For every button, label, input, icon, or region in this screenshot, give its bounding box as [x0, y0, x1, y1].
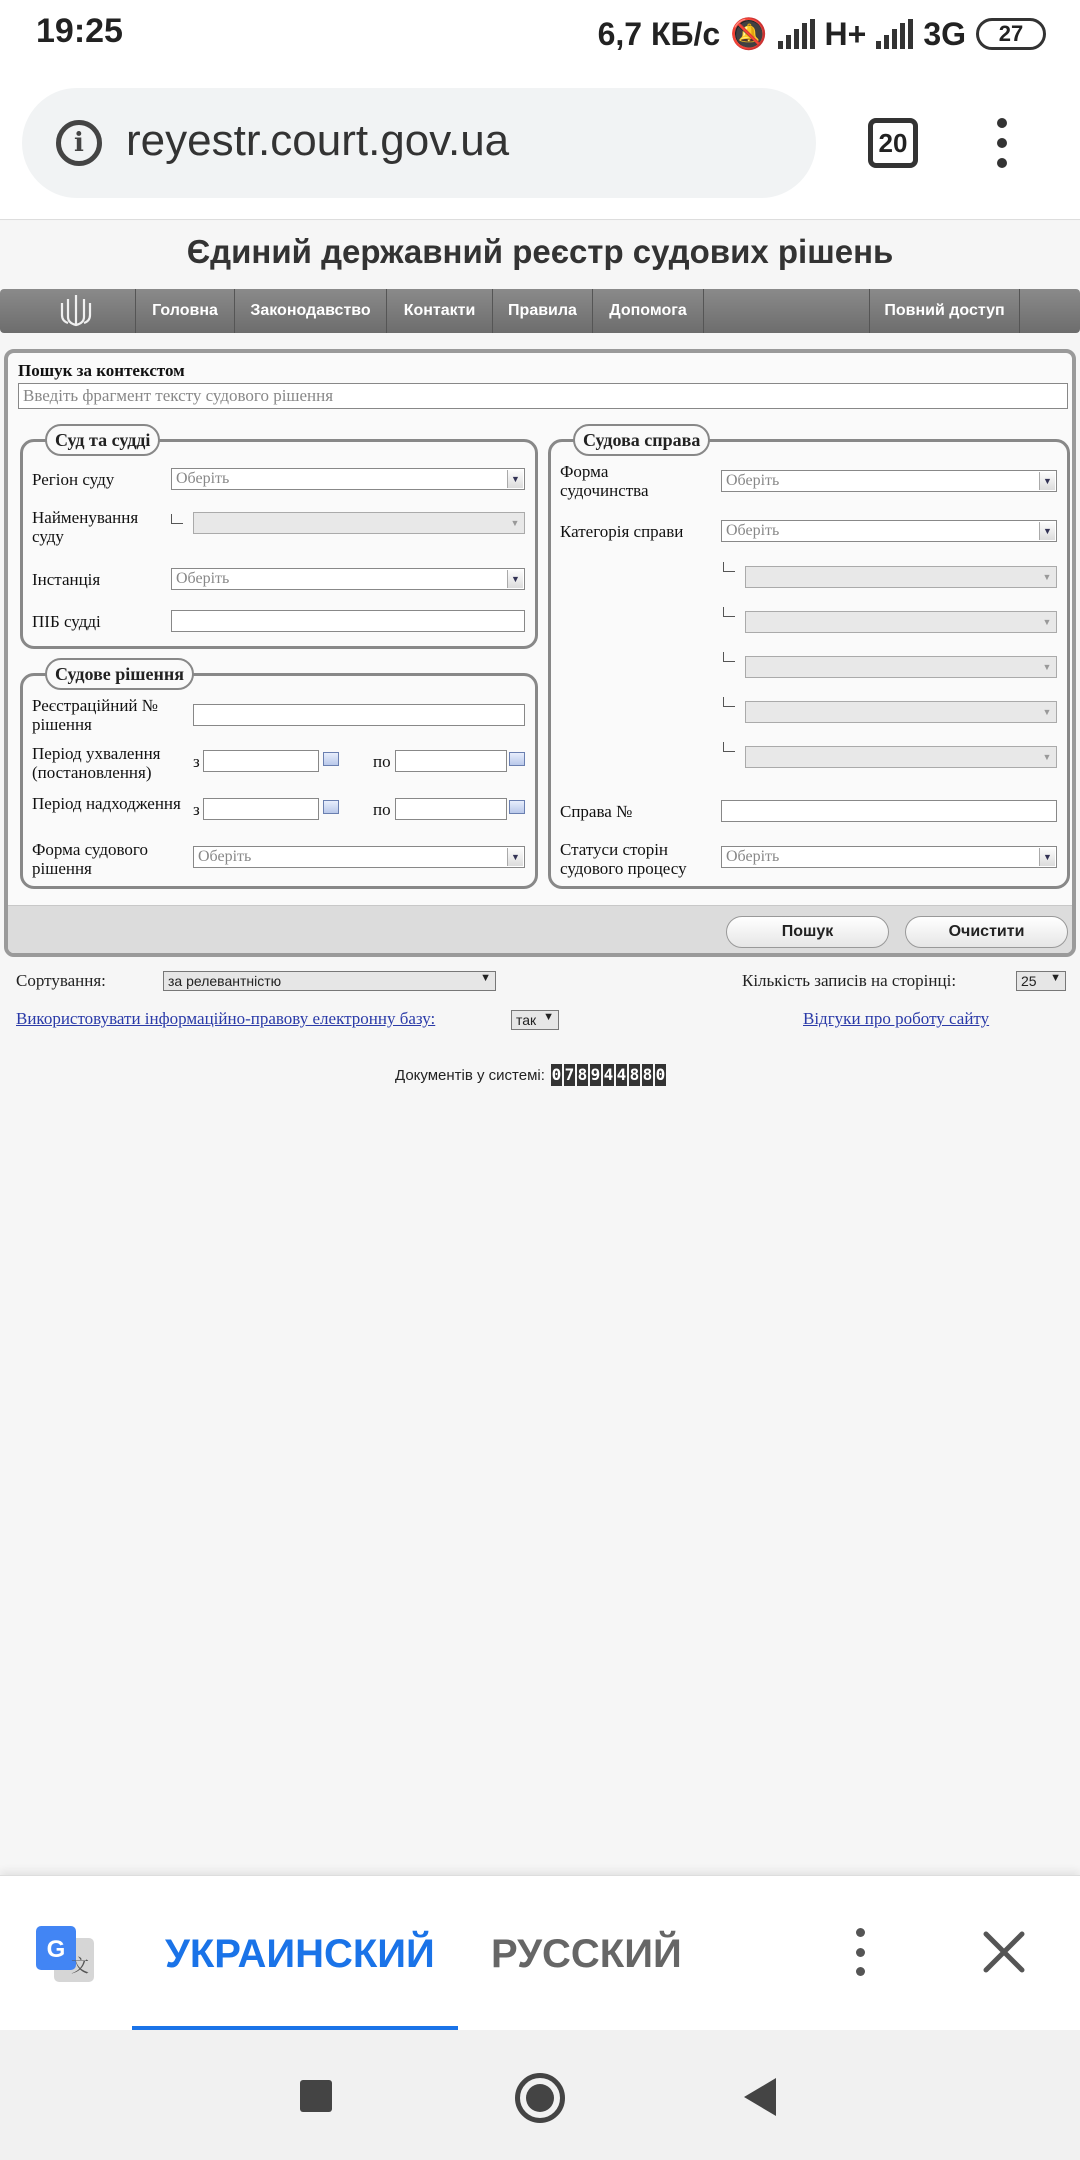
feedback-link[interactable]: Відгуки про роботу сайту: [803, 1009, 990, 1028]
system-navigation-bar: [0, 2030, 1080, 2160]
calendar-icon[interactable]: [509, 752, 525, 766]
nav-rules[interactable]: Правила: [492, 289, 592, 333]
proc-form-label: Форма судочинства: [560, 462, 649, 500]
search-button[interactable]: Пошук: [726, 916, 889, 948]
search-buttons-bar: [8, 905, 1072, 957]
decision-legend: Судове рішення: [45, 658, 194, 690]
decision-fieldset: [20, 663, 538, 889]
chevron-down-icon: ▼: [1042, 662, 1052, 672]
instance-label: Інстанція: [32, 570, 101, 589]
from-label: з: [193, 800, 200, 819]
battery-icon: [976, 18, 1046, 50]
chevron-down-icon: ▼: [1050, 972, 1061, 984]
home-icon[interactable]: [515, 2073, 565, 2123]
chevron-down-icon: ▼: [507, 848, 523, 866]
chevron-down-icon: ▼: [1042, 752, 1052, 762]
from-label: з: [193, 752, 200, 771]
url-text[interactable]: reyestr.court.gov.ua: [126, 116, 510, 165]
decision-form-select[interactable]: Оберіть ▼: [193, 846, 525, 868]
calendar-icon[interactable]: [509, 800, 525, 814]
court-legend: Суд та судді: [45, 424, 160, 456]
network-type-1: H+: [824, 15, 867, 52]
court-fieldset: [20, 429, 538, 649]
nav-contacts[interactable]: Контакти: [386, 289, 492, 333]
documents-counter: [395, 1064, 666, 1086]
back-icon[interactable]: [744, 2078, 776, 2116]
chevron-down-icon: ▼: [480, 972, 491, 984]
bell-muted-icon: 🔕: [730, 17, 768, 51]
chevron-down-icon: ▼: [507, 470, 523, 488]
receive-to-input[interactable]: [395, 798, 507, 820]
sort-label: Сортування:: [16, 971, 106, 990]
nav-home[interactable]: Головна: [135, 289, 234, 333]
per-page-select[interactable]: 25 ▼: [1016, 971, 1066, 991]
adopt-period-label: Період ухвалення (постановлення): [32, 744, 161, 782]
judge-label: ПІБ судді: [32, 612, 101, 631]
chevron-down-icon: ▼: [1039, 522, 1055, 540]
receive-from-input[interactable]: [203, 798, 319, 820]
status-indicators: [598, 12, 1046, 56]
reg-number-input[interactable]: [193, 704, 525, 726]
browser-menu-icon[interactable]: [992, 118, 1012, 168]
web-page: [0, 221, 1080, 1875]
network-type-2: 3G: [923, 15, 966, 52]
chevron-down-icon: ▼: [507, 570, 523, 588]
chevron-down-icon: ▼: [510, 518, 520, 528]
svg-text:文: 文: [71, 1956, 89, 1977]
court-name-select[interactable]: [193, 512, 525, 534]
region-label: Регіон суду: [32, 470, 115, 489]
case-number-label: Справа №: [560, 802, 633, 821]
statuses-select[interactable]: Оберіть ▼: [721, 846, 1057, 868]
status-time: 19:25: [36, 12, 123, 50]
google-translate-icon[interactable]: [34, 1924, 96, 1986]
status-bar: [0, 0, 1080, 66]
to-label: по: [373, 752, 391, 771]
nav-full-access[interactable]: Повний доступ: [869, 289, 1019, 333]
battery-level: 27: [998, 21, 1024, 46]
svg-text:G: G: [46, 1936, 66, 1963]
per-page-label: Кількість записів на сторінці:: [742, 971, 957, 990]
network-speed: 6,7 КБ/с: [597, 15, 721, 52]
chevron-down-icon: ▼: [1039, 472, 1055, 490]
clear-button[interactable]: Очистити: [905, 916, 1068, 948]
tab-switcher-button[interactable]: [868, 118, 918, 168]
subcategory-select-3[interactable]: [745, 656, 1057, 678]
calendar-icon[interactable]: [323, 800, 339, 814]
adopt-to-input[interactable]: [395, 750, 507, 772]
category-select[interactable]: Оберіть ▼: [721, 520, 1057, 542]
lang-tab-ukrainian[interactable]: УКРАИНСКИЙ: [165, 1932, 435, 1976]
documents-digits: 0 7 8 9 4 4 8 8 0: [551, 1065, 666, 1084]
signal-icon: [778, 19, 815, 49]
decision-form-label: Форма судового рішення: [32, 840, 148, 878]
subcategory-select-1[interactable]: [745, 566, 1057, 588]
adopt-from-input[interactable]: [203, 750, 319, 772]
trident-logo-icon[interactable]: [56, 291, 96, 331]
context-search-input[interactable]: Введіть фрагмент тексту судового рішення: [18, 383, 1068, 409]
lang-tab-russian[interactable]: РУССКИЙ: [491, 1932, 682, 1976]
chevron-down-icon: ▼: [543, 1011, 554, 1023]
tab-count: 20: [878, 127, 908, 158]
chevron-down-icon: ▼: [1042, 617, 1052, 627]
to-label: по: [373, 800, 391, 819]
sort-select[interactable]: за релевантністю ▼: [163, 971, 496, 991]
use-base-link[interactable]: Використовувати інформаційно-правову електронну базу:: [16, 1009, 436, 1028]
court-name-label: Найменування суду: [32, 508, 139, 546]
judge-input[interactable]: [171, 610, 525, 632]
documents-label: Документів у системі:: [395, 1066, 545, 1084]
translate-bar: [0, 1875, 1080, 2030]
browser-toolbar: [0, 66, 1080, 220]
nav-legislation[interactable]: Законодавство: [234, 289, 386, 333]
calendar-icon[interactable]: [323, 752, 339, 766]
chevron-down-icon: ▼: [1042, 707, 1052, 717]
site-title: Єдиний державний реєстр судових рішень: [186, 233, 894, 270]
case-fieldset: [548, 429, 1070, 889]
category-label: Категорія справи: [560, 522, 684, 541]
proc-form-select[interactable]: Оберіть ▼: [721, 470, 1057, 492]
context-search-label: Пошук за контекстом: [18, 361, 185, 380]
subcategory-select-2[interactable]: [745, 611, 1057, 633]
region-select[interactable]: Оберіть ▼: [171, 468, 525, 490]
site-navbar: [0, 289, 1080, 333]
search-panel: [4, 349, 1076, 957]
chevron-down-icon: ▼: [1042, 572, 1052, 582]
use-base-select[interactable]: так ▼: [511, 1010, 559, 1030]
chevron-down-icon: ▼: [1039, 848, 1055, 866]
case-legend: Судова справа: [573, 424, 710, 456]
address-bar[interactable]: [22, 88, 816, 198]
receive-period-label: Період надходження: [32, 794, 181, 813]
case-number-input[interactable]: [721, 800, 1057, 822]
signal-icon-2: [876, 19, 913, 49]
statuses-label: Статуси сторін судового процесу: [560, 840, 687, 878]
instance-select[interactable]: Оберіть ▼: [171, 568, 525, 590]
reg-number-label: Реєстраційний № рішення: [32, 696, 158, 734]
recents-icon[interactable]: [300, 2080, 332, 2112]
subcategory-select-5[interactable]: [745, 746, 1057, 768]
translate-menu-icon[interactable]: [850, 1928, 870, 1976]
nav-help[interactable]: Допомога: [592, 289, 703, 333]
info-icon[interactable]: i: [56, 120, 102, 166]
close-icon[interactable]: [980, 1928, 1028, 1976]
subcategory-select-4[interactable]: [745, 701, 1057, 723]
